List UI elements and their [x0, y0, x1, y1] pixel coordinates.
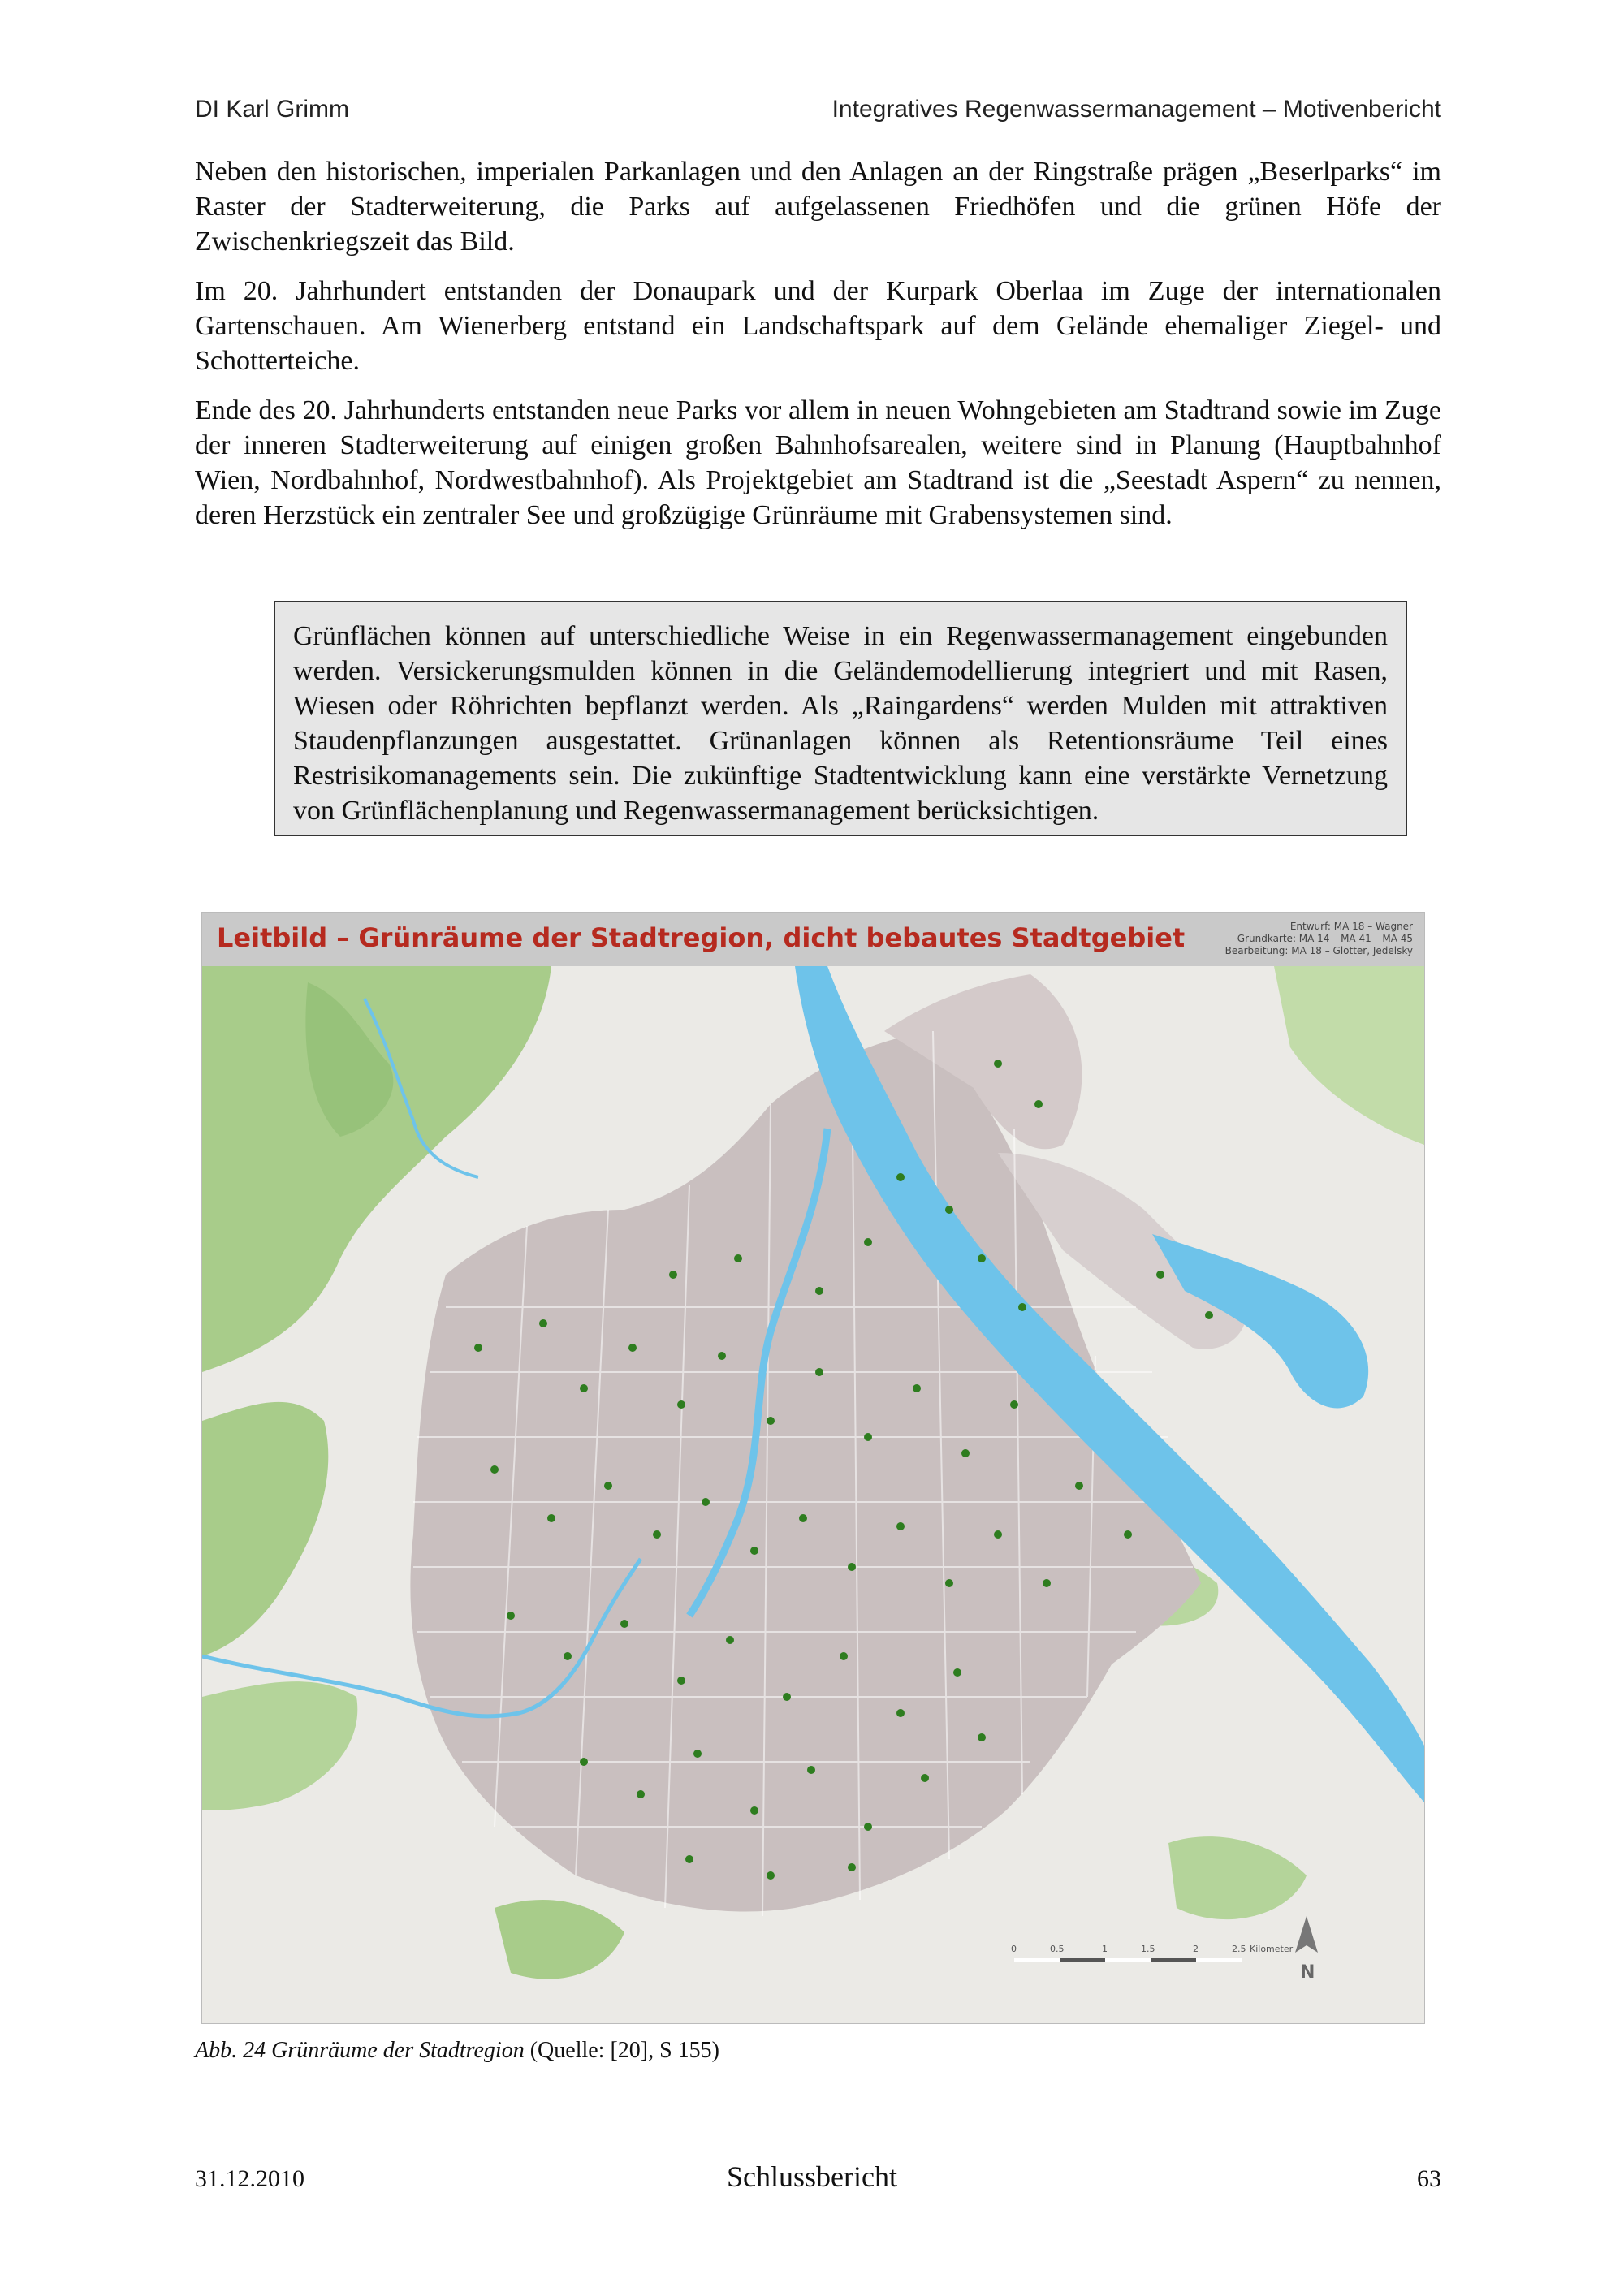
map-figure [201, 912, 1425, 2024]
map-title-bar [202, 913, 1424, 966]
header-author: DI Karl Grimm [195, 96, 349, 123]
map-credits [1225, 921, 1413, 957]
paragraph-1: Neben den historischen, imperialen Parkanlagen und den Anlagen an der Ringstraße prägen „Beserlparks“ im Raster der Stadterweiterung, die Parks auf aufgelassenen Friedhöfen und die grünen Höfe der Zwischenkriegszeit das Bild. [195, 157, 1441, 257]
scale-unit-label: Kilometer [1250, 1944, 1294, 1954]
paragraph-2: Im 20. Jahrhundert entstanden der Donaupark und der Kurpark Oberlaa im Zuge der internationalen Gartenschauen. Am Wienerberg entstand ein Landschaftspark auf dem Gelände ehemaliger Ziegel- und Schotterteiche. [195, 276, 1441, 376]
figure-caption [195, 2038, 719, 2064]
vienna-green-space-map [202, 966, 1424, 2023]
scale-bar [1014, 1958, 1242, 1962]
scale-label: 1.5 [1141, 1944, 1155, 1954]
scale-label: 2 [1193, 1944, 1199, 1954]
scale-label: 2.5 [1232, 1944, 1246, 1954]
callout-text: Grünflächen können auf unterschiedliche Weise in ein Regenwassermanagement eingebunden werden. Versickerungsmulden können in die Geländemodellierung integriert und mit Rasen, Wiesen oder Röhrichten bepflanzt werden. Als „Raingardens“ werden Mulden mit attraktiven Staudenpflanzungen ausgestattet. Grünanlagen können als Retentionsräume Teil eines Restrisikomanagements sein. Die zukünftige Stadtentwicklung kann eine verstärkte Vernetzung von Grünflächenplanung und Regenwassermanagement berücksichtigen. [293, 621, 1388, 826]
callout-box [274, 601, 1407, 836]
scale-label: 0.5 [1050, 1944, 1065, 1954]
north-label: N [1300, 1962, 1315, 1983]
scale-label: 0 [1011, 1944, 1017, 1954]
map-credit-line: Grundkarte: MA 14 – MA 41 – MA 45 [1237, 933, 1413, 944]
page-number: 63 [1417, 2165, 1441, 2192]
body-text [195, 154, 1441, 547]
footer-date: 31.12.2010 [195, 2165, 304, 2192]
paragraph-3: Ende des 20. Jahrhunderts entstanden neue Parks vor allem in neuen Wohngebieten am Stadtrand sowie im Zuge der inneren Stadterweiterung auf einigen großen Bahnhofsarealen, weitere sind in Planung (Hauptbahnhof Wien, Nordbahnhof, Nordwestbahnhof). Als Projektgebiet am Stadtrand ist die „Seestadt Aspern“ zu nennen, deren Herzstück ein zentraler See und großzügige Grünräume mit Grabensystemen sind. [195, 395, 1441, 530]
caption-source: (Quelle: [20], S 155) [524, 2038, 720, 2063]
map-credit-line: Entwurf: MA 18 – Wagner [1289, 921, 1413, 932]
scale-label: 1 [1102, 1944, 1108, 1954]
map-credit-line: Bearbeitung: MA 18 – Glotter, Jedelsky [1224, 945, 1413, 956]
header-report-title: Integratives Regenwassermanagement – Motivenbericht [831, 96, 1441, 123]
map-title: Leitbild – Grünräume der Stadtregion, dicht bebautes Stadtgebiet [217, 922, 1186, 953]
footer-title: Schlussbericht [727, 2160, 897, 2193]
caption-label: Abb. 24 Grünräume der Stadtregion [195, 2038, 525, 2063]
